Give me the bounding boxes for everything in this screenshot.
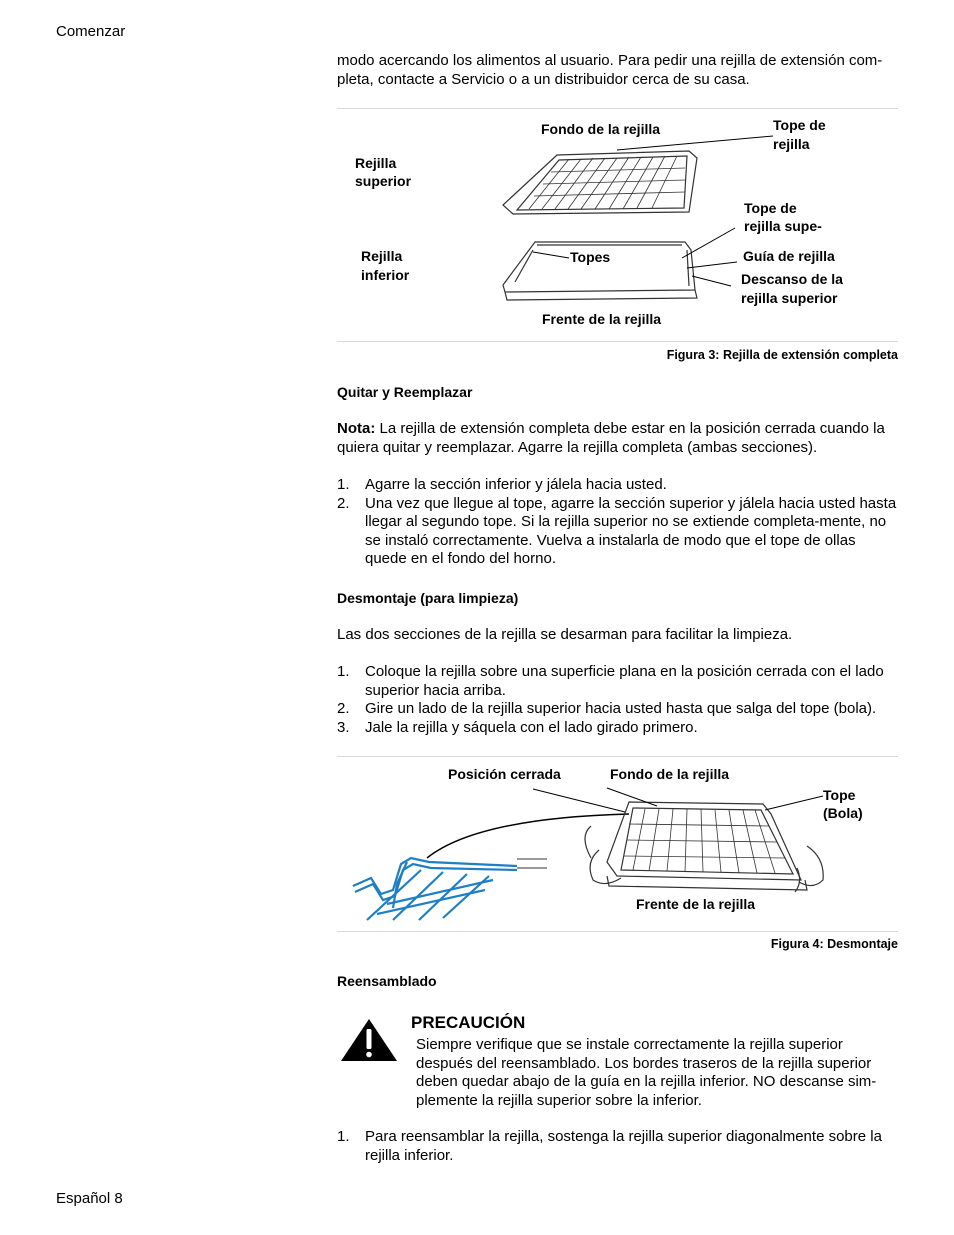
quitar-steps: [337, 476, 899, 569]
desmontaje-steps: [337, 663, 899, 737]
warning-triangle-icon: [340, 1018, 398, 1062]
nota-text: La rejilla de extensión completa debe estar en la posición cerrada cuando la quiera quitar y reemplazar. Agarre la rejilla completa (ambas secciones).: [337, 420, 885, 456]
divider: [337, 931, 898, 932]
reensamblado-steps: [337, 1128, 899, 1165]
nota-label: Nota:: [337, 420, 376, 437]
caution-title: PRECAUCIÓN: [411, 1013, 526, 1032]
page-header: Comenzar: [56, 23, 126, 40]
list-item: 2. Gire un lado de la rejilla superior hacia usted hasta que salga del tope (bola).: [337, 700, 877, 718]
section-heading-quitar: Quitar y Reemplazar: [337, 384, 473, 400]
label-frente: Frente de la rejilla: [636, 896, 756, 912]
divider: [337, 341, 898, 342]
label-tope-1: Tope: [823, 787, 856, 803]
divider: [337, 756, 898, 757]
label-topes: Topes: [570, 249, 611, 265]
figure-3-caption: Figura 3: Rejilla de extensión completa: [666, 348, 898, 362]
label-fondo: Fondo de la rejilla: [541, 121, 661, 137]
section-heading-reensamblado: Reensamblado: [337, 973, 437, 989]
intro-paragraph: modo acercando los alimentos al usuario. Para pedir una rejilla de extensión com-pleta, contacte a Servicio o a un distribuidor cerca de su casa.: [337, 52, 883, 88]
figure-4: [337, 758, 898, 928]
list-item: 1. Agarre la sección inferior y jálela hacia usted.: [337, 476, 667, 493]
label-inferior-2: inferior: [361, 267, 410, 283]
label-tope-1: Tope de: [773, 117, 826, 133]
label-topesup-1: Tope de: [744, 200, 797, 216]
label-tope-2: rejilla: [773, 136, 810, 152]
figure-4-caption: Figura 4: Desmontaje: [770, 937, 898, 951]
page-footer: Español 8: [56, 1190, 123, 1207]
list-item: 2. Una vez que llegue al tope, agarre la sección superior y jálela hacia usted hasta llegar al segundo tope. Si la rejilla superior no se extiende completa-mente, no se instaló correctamente. Vuelva a instalarla de modo que el tope de ollas quede en el fondo del horno.: [337, 494, 897, 568]
section-heading-desmontaje: Desmontaje (para limpieza): [337, 590, 519, 606]
figure-3: [337, 110, 898, 340]
label-superior-2: superior: [355, 173, 412, 189]
label-posicion: Posición cerrada: [448, 766, 561, 782]
label-superior-1: Rejilla: [355, 155, 397, 171]
list-item: 3. Jale la rejilla y sáquela con el lado girado primero.: [337, 718, 698, 736]
label-fondo: Fondo de la rejilla: [610, 766, 730, 782]
label-guia: Guía de rejilla: [743, 248, 835, 264]
label-inferior-1: Rejilla: [361, 248, 403, 264]
list-item: 1. Coloque la rejilla sobre una superficie plana en la posición cerrada con el lado superior hacia arriba.: [337, 663, 884, 699]
label-descanso-2: rejilla superior: [741, 290, 838, 306]
nota-paragraph: [337, 420, 899, 457]
label-frente: Frente de la rejilla: [542, 311, 662, 327]
label-topesup-2: rejilla supe-: [744, 218, 822, 234]
label-tope-2: (Bola): [823, 805, 863, 821]
list-item: 1. Para reensamblar la rejilla, sostenga la rejilla superior diagonalmente sobre la rejilla inferior.: [337, 1128, 882, 1164]
caution-text: Siempre verifique que se instale correctamente la rejilla superior después del reensamblado. Los bordes traseros de la rejilla superior deben quedar abajo de la guía en la rejilla inferior. NO descanse sim-plemente la rejilla superior sobre la inferior.: [416, 1036, 877, 1109]
disassembly-illustration: [337, 758, 898, 928]
label-descanso-1: Descanso de la: [741, 271, 843, 287]
divider: [337, 108, 898, 109]
desmontaje-intro: Las dos secciones de la rejilla se desarman para facilitar la limpieza.: [337, 626, 793, 643]
